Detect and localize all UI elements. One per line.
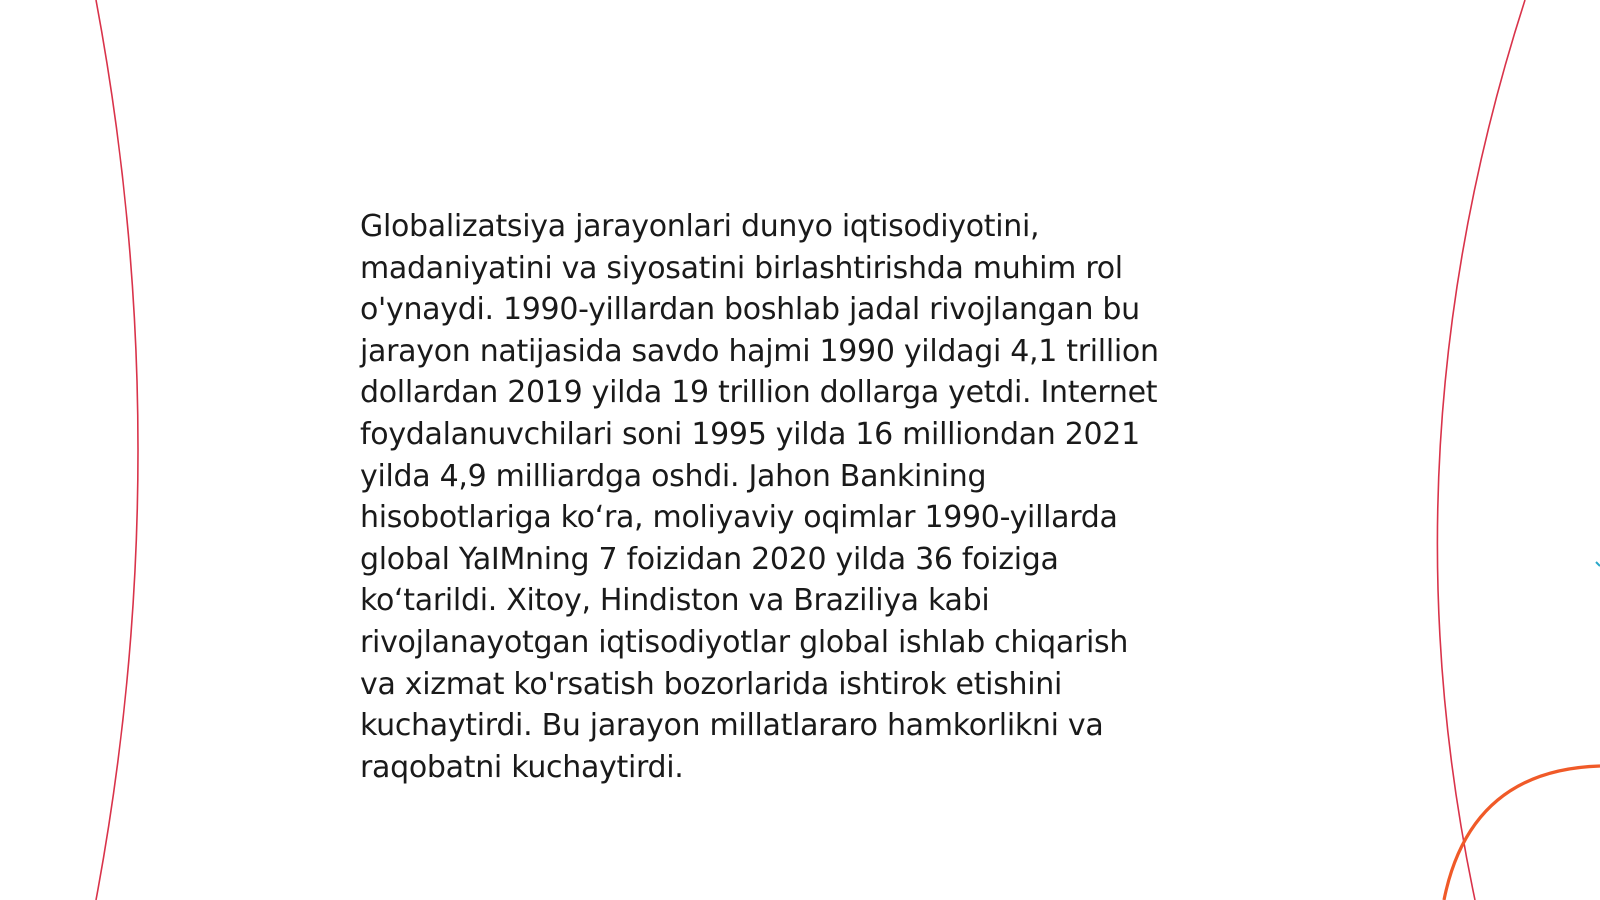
right-curve (1437, 0, 1525, 900)
left-curve (96, 0, 138, 900)
body-paragraph: Globalizatsiya jarayonlari dunyo iqtisodiyotini, madaniyatini va siyosatini birlashtirishda muhim rol o'ynaydi. 1990-yillardan boshlab jadal rivojlangan bu jarayon natijasida savdo hajmi 1990 yildagi 4,1 trillion dollardan 2019 yilda 19 trillion dollarga yetdi. Internet foydalanuvchilari soni 1995 yilda 16 milliondan 2021 yilda 4,9 milliardga oshdi. Jahon Bankining hisobotlariga ko‘ra, moliyaviy oqimlar 1990-yillarda global YaIMning 7 foizidan 2020 yilda 36 foiziga ko‘tarildi. Xitoy, Hindiston va Braziliya kabi rivojlanayotgan iqtisodiyotlar global ishlab chiqarish va xizmat ko'rsatish bozorlarida ishtirok etishini kuchaytirdi. Bu jarayon millatlararo hamkorlikni va raqobatni kuchaytirdi. (360, 209, 1159, 785)
accent-mark (1596, 562, 1600, 566)
accent-arc (1444, 766, 1600, 900)
